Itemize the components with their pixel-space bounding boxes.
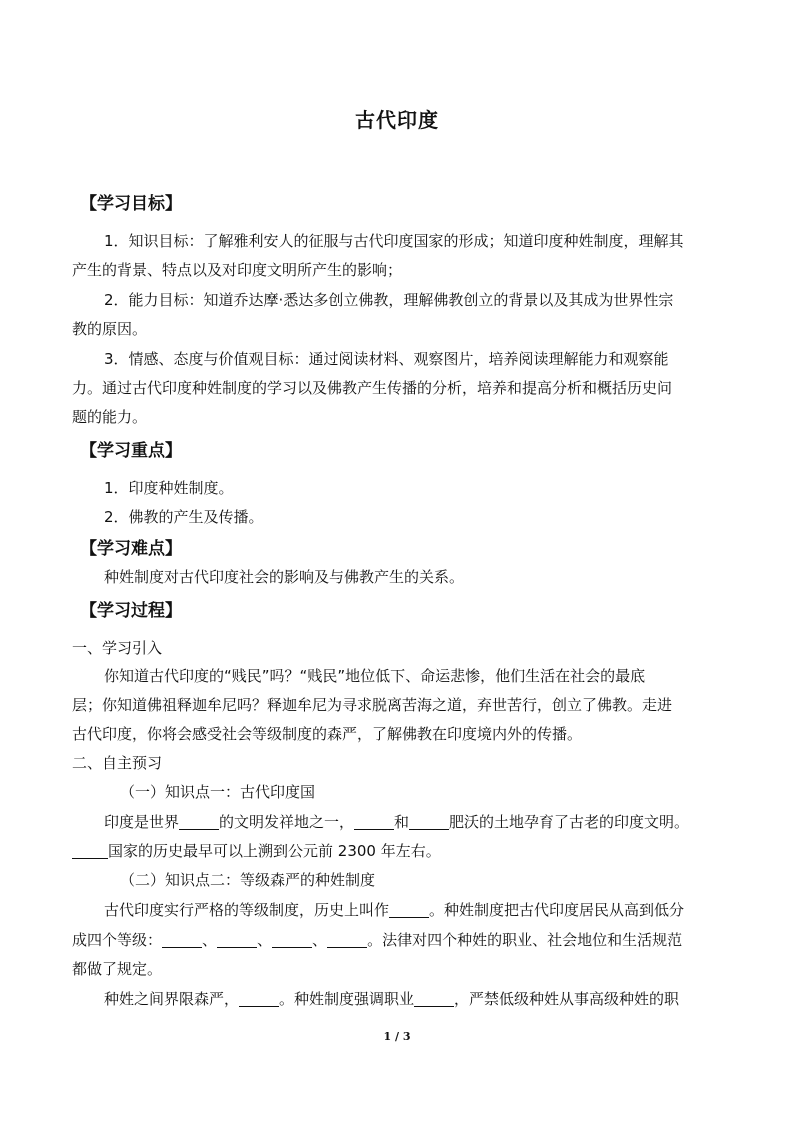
fill-text: 肥沃的土地孕育了古老的印度文明。 bbox=[449, 813, 690, 831]
fill-blank[interactable] bbox=[409, 813, 449, 830]
fill-blank[interactable] bbox=[72, 842, 108, 859]
process-heading-2: 二、自主预习 bbox=[72, 754, 163, 772]
fill-line-3 bbox=[104, 899, 754, 921]
goal-3-line-3: 题的能力。 bbox=[72, 408, 148, 426]
fill-blank[interactable] bbox=[162, 931, 202, 948]
fill-line-4 bbox=[72, 929, 722, 951]
key-point-2: 2．佛教的产生及传播。 bbox=[104, 508, 264, 526]
intro-line-1: 你知道古代印度的“贱民”吗？“贱民”地位低下、命运悲惨，他们生活在社会的最底 bbox=[104, 667, 646, 685]
fill-text: 古代印度实行严格的等级制度，历史上叫作 bbox=[104, 901, 390, 919]
fill-text: 。种姓制度强调职业 bbox=[279, 990, 415, 1008]
fill-blank[interactable] bbox=[354, 813, 394, 830]
knowledge-point-2-heading: （二）知识点二：等级森严的种姓制度 bbox=[120, 871, 376, 889]
goal-3-line-1: 3．情感、态度与价值观目标：通过阅读材料、观察图片，培养阅读理解能力和观察能 bbox=[104, 350, 669, 368]
difficult-point: 种姓制度对古代印度社会的影响及与佛教产生的关系。 bbox=[104, 568, 465, 586]
process-heading-1: 一、学习引入 bbox=[72, 639, 163, 657]
separator: 、 bbox=[257, 931, 273, 949]
fill-text: 成四个等级： bbox=[72, 931, 163, 949]
goal-1-line-2: 产生的背景、特点以及对印度文明所产生的影响； bbox=[72, 261, 403, 279]
fill-blank[interactable] bbox=[239, 990, 279, 1007]
fill-text: 印度是世界 bbox=[104, 813, 180, 831]
intro-line-2: 层；你知道佛祖释迦牟尼吗？释迦牟尼为寻求脱离苦海之道，弃世苦行，创立了佛教。走进 bbox=[72, 696, 673, 714]
fill-text: 。法律对四个种姓的职业、社会地位和生活规范 bbox=[367, 931, 683, 949]
fill-blank[interactable] bbox=[179, 813, 219, 830]
fill-blank[interactable] bbox=[389, 901, 429, 918]
fill-blank[interactable] bbox=[272, 931, 312, 948]
goal-2-line-2: 教的原因。 bbox=[72, 320, 148, 338]
separator: 、 bbox=[202, 931, 218, 949]
fill-text: 。种姓制度把古代印度居民从高到低分 bbox=[429, 901, 685, 919]
goal-2-line-1: 2．能力目标：知道乔达摩·悉达多创立佛教，理解佛教创立的背景以及其成为世界性宗 bbox=[104, 291, 674, 309]
fill-line-2 bbox=[72, 840, 722, 862]
key-point-1: 1．印度种姓制度。 bbox=[104, 479, 234, 497]
page-number: 1 / 3 bbox=[383, 1030, 411, 1043]
intro-line-3: 古代印度，你将会感受社会等级制度的森严，了解佛教在印度境内外的传播。 bbox=[72, 725, 583, 743]
fill-blank[interactable] bbox=[414, 990, 454, 1007]
fill-blank[interactable] bbox=[217, 931, 257, 948]
fill-text: 和 bbox=[394, 813, 410, 831]
section-heading-process: 【学习过程】 bbox=[80, 601, 182, 621]
separator: 、 bbox=[312, 931, 328, 949]
goal-1-line-1: 1．知识目标：了解雅利安人的征服与古代印度国家的形成；知道印度种姓制度，理解其 bbox=[104, 232, 684, 250]
section-heading-difficult: 【学习难点】 bbox=[80, 539, 182, 559]
fill-line-5: 都做了规定。 bbox=[72, 960, 163, 978]
section-heading-key: 【学习重点】 bbox=[80, 441, 182, 461]
page-title: 古代印度 bbox=[355, 108, 439, 132]
fill-text: 种姓之间界限森严， bbox=[104, 990, 240, 1008]
fill-blank[interactable] bbox=[327, 931, 367, 948]
section-heading-goals: 【学习目标】 bbox=[80, 194, 182, 214]
knowledge-point-1-heading: （一）知识点一：古代印度国 bbox=[120, 783, 316, 801]
goal-3-line-2: 力。通过古代印度种姓制度的学习以及佛教产生传播的分析，培养和提高分析和概括历史问 bbox=[72, 379, 673, 397]
fill-line-6 bbox=[104, 988, 754, 1010]
fill-text: 国家的历史最早可以上溯到公元前 2300 年左右。 bbox=[108, 842, 441, 860]
fill-text: 的文明发祥地之一， bbox=[219, 813, 355, 831]
fill-text: ，严禁低级种姓从事高级种姓的职 bbox=[454, 990, 680, 1008]
fill-line-1 bbox=[104, 811, 754, 833]
